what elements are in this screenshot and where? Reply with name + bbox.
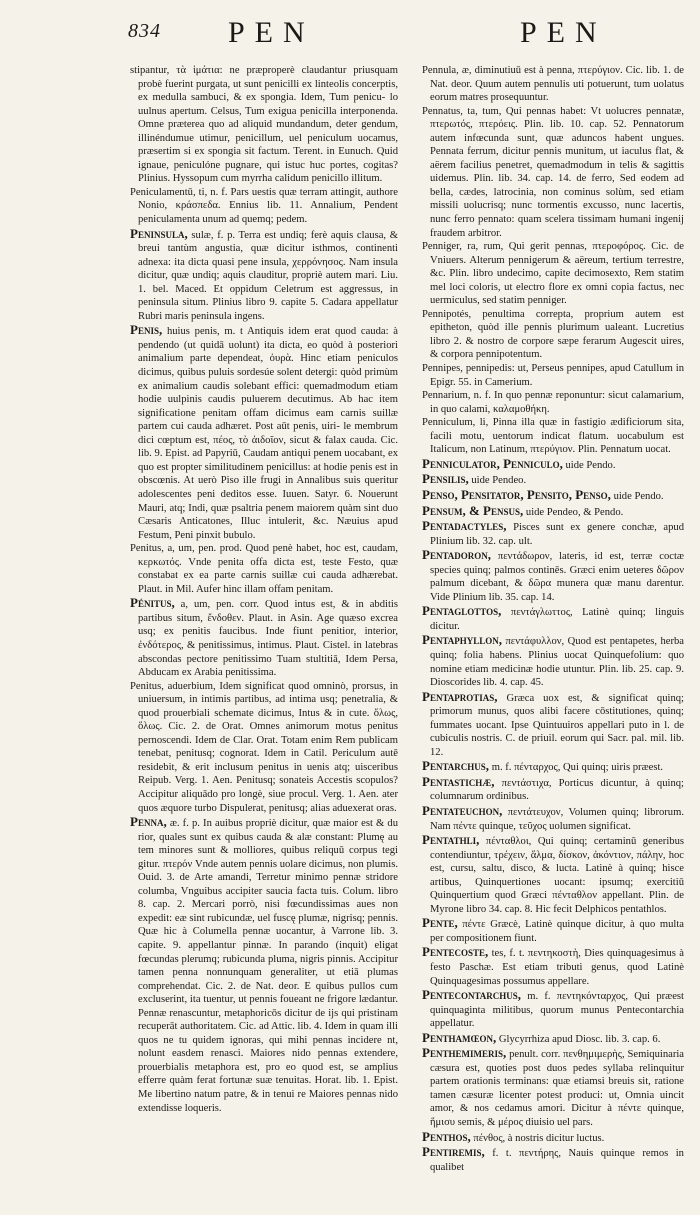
entry-text: Pennipes, pennipedis: ut, Perseus pennipes, apud Catullum in Epigr. 55. in Camerium. <box>422 363 684 388</box>
entry-text: sulæ, f. p. Terra est undiq; ferè aquis clausa, & breui tantùm angustia, quæ dicitur isthmos, continenti adnexa: ita dicta quasi pene insula, χερρόνησος. Nam insula dicitur, quæ undiq; aquis clauditur, propriè autem mari. Liu. 1. bel. Maced. Et oppidum Celetrum est aggressus, in peninsula situm. Plinius libro 9. capite 5. Cadara appellatur Rubri maris peninsula ingens. <box>138 229 398 322</box>
dictionary-entry <box>422 988 684 1031</box>
entry-text: Pennula, æ, diminutiuū est à penna, πτερύγιον. Cic. lib. 1. de Nat. deor. Quum autem pennulis uti potuerunt, tum uolatus eorum matres prosequuntur. <box>422 65 684 104</box>
entry-lemma: Peninsula, <box>130 225 188 241</box>
entry-text: πεντάγλωττος, Latinè quinq; linguis dicitur. <box>430 607 684 632</box>
entry-lemma: Pensum, & Pensus, <box>422 502 524 518</box>
dictionary-entry <box>422 759 684 775</box>
entry-lemma: Pentastichæ, <box>422 773 495 789</box>
dictionary-entry <box>422 389 684 416</box>
entry-lemma: Pentadactyles, <box>422 518 507 534</box>
entry-text: πεντάφυλλον, Quod est pentapetes, herba quinq; folia habens. Plinius uocat Quinquefolium: quo nomine etiam medicinæ hodie utuntur. Plin. lib. 25. cap. 9. Dioscorides lib. 4. cap. 45. <box>430 636 684 689</box>
entry-text: Pennipotés, penultima correpta, proprium autem est epitheton, quòd ille pennis plurimum ualeant. Lucretius libro 2. & nostro de corpore sæpe ferarum Augescit uires, & corpora pennipotentum. <box>422 308 684 361</box>
dictionary-entry <box>130 323 398 542</box>
dictionary-entry <box>422 945 684 988</box>
dictionary-entry <box>422 519 684 548</box>
entry-text: m. f. πένταρχος, Qui quinq; uiris præest. <box>491 762 664 774</box>
entry-lemma: Pentaprotias, <box>422 688 498 704</box>
entry-text: f. t. πεντήρης, Nauis quinque remos in qualibet <box>430 1148 684 1173</box>
entry-lemma: Pentaphyllon, <box>422 632 503 648</box>
entry-text: Penniculum, li, Pinna illa quæ in fastigio ædificiorum sita, facili motu, uentorum indicat flatum. uocabulum est Italicum, non Latinum, πτερύγιον. Plin. Pennatum uocat. <box>422 417 684 456</box>
entry-text: Peniculamentū, ti, n. f. Pars uestis quæ terram attingit, authore Nonio, κράσπεδα. Ennius lib. 11. Annalium, Pendent peniculamenta unum ad quemq; pedem. <box>130 186 398 226</box>
entry-lemma: Penso, Pensitator, Pensito, Penso, <box>422 486 611 502</box>
entry-text: stipantur, τὰ ἱμάτια: ne præproperè claudantur priusquam probè fuerint purgata, ut sunt penicilli ex linteolis concerptis, ex medulla sambuci, & ex spongia. Idem, Tum penicu- lo uulnus apertum. Celsus, Tum exigua penicilla interponenda. Omne præterea quo ad aliquid mundandum, deter gendum, illinéndumue utimur, penicillum, uel peniculum uocamus, præsertim si ex spongia sit factum. Terent. in Eunuch. Quid ignaue, peniculóne pugnare, qui istuc huc portes, cogitas? Plinius. Hyssopum cum myrrha calidum penicillo illitum. <box>130 65 398 185</box>
entry-text: πένθος, à nostris dicitur luctus. <box>473 1132 605 1144</box>
entry-lemma: Pentecontarchus, <box>422 987 522 1003</box>
entry-lemma: Pentaglottos, <box>422 603 502 619</box>
dictionary-entry <box>130 542 398 596</box>
entry-text: Glycyrrhiza apud Diosc. lib. 3. cap. 6. <box>498 1033 661 1045</box>
dictionary-entry <box>422 775 684 804</box>
dictionary-entry <box>422 105 684 240</box>
right-column <box>422 64 684 1204</box>
dictionary-entry <box>422 690 684 760</box>
dictionary-entry <box>422 804 684 833</box>
dictionary-entry <box>422 633 684 689</box>
entry-lemma: Pénitus, <box>130 595 175 611</box>
entry-lemma: Pensilis, <box>422 471 469 487</box>
entry-text: Pisces sunt ex genere conchæ, apud Plinium lib. 32. cap. ult. <box>430 522 684 547</box>
entry-lemma: Pentiremis, <box>422 1144 485 1160</box>
dictionary-entry <box>422 1145 684 1174</box>
dictionary-entry <box>130 815 398 1115</box>
dictionary-entry <box>422 833 684 916</box>
entry-text: uide Pendeo. <box>471 475 527 487</box>
entry-text: a, um, pen. corr. Quod intus est, & in abditis partibus situm, ἔνδοθεν. Plaut. in Asin. Age quæso excrea usq; ex penitis faucibus. Inde fiunt penitior, interior, ἐνδότερος, & penitissimus, intimus. Plaut. Cistel. in latebras abscondas pectore penitissimo Tuam stultitiā, Idem Persa, Abducam ex Arabia penitissima. <box>138 599 398 679</box>
entry-text: tes, f. t. πεντηκοστὴ, Dies quinquagesimus à festo Paschæ. Est etiam tributi genus, quod Latinè Quinquagesimas possumus appellare. <box>430 948 684 987</box>
entry-lemma: Penthemimeris, <box>422 1045 507 1061</box>
dictionary-entry <box>422 308 684 362</box>
dictionary-entry <box>422 604 684 633</box>
entry-lemma: Pentecoste, <box>422 944 489 960</box>
dictionary-entry <box>422 64 684 105</box>
entry-lemma: Penthamœon, <box>422 1029 497 1045</box>
dictionary-entry <box>422 1031 684 1047</box>
entry-text: uide Pendo. <box>613 490 664 502</box>
entry-lemma: Pentarchus, <box>422 758 490 774</box>
entry-text: Penitus, aduerbium, Idem significat quod omninò, prorsus, in uniuersum, in intimis partibus, ad intima usq; penetralia, & quod prouerbiali schemate dicimus, Intus & in cute. ὅλως, ὅλως. Cic. 2. de Orat. Omnes animorum motus penitus pernoscendi. Idem de Clar. Orat. Totam enim Rem publicam tenebat, penitusq; cognorat. Idem in Catil. Periculum autē residebit, & erit inclusum penitus in uenis atq; uisceribus Reipub. Verg. 1. Aen. Penitusq; sonateis Accestis scopulos? Accipitur aliquādo pro longè, siue procul. Verg. 1. Aen. ater quos æquore turbo Dispulerat, penitusq; alias aduexerat oras. <box>130 680 398 814</box>
entry-lemma: Pentathli, <box>422 832 480 848</box>
dictionary-entry <box>422 488 684 504</box>
entry-text: æ. f. p. In auibus propriè dicitur, quæ maior est & du rior, quales sunt ex quibus cauda & alæ constant: Plumę au tem minores sunt & molliores, quibus reliquū corpus tegi gitur. πτερόν Vnde autem pennis uolare dicimus, non plumis. Ouid. 3. de Arte amandi, Terretur minimo pennæ stridore columba, Vnguibus accipiter saucia facta tuis. Colum. libro 8. cap. 2. Mercari porrò, nisi fœcundissimas aues non expedit: eæ sint rubicundæ, uel fuscę plumæ, nigrisq; pennis. Quæ hic à Columella pennæ uocantur, à Varrone lib. 3. capite. 9. appellantur pinnæ. In parando (inquit) eligat fœcundas plerumq; rubicunda pluma, nigris pinnis. Accipitur tamen penna nonnunquam generaliter, ut etiā plumas comprehendat. Cic. 2. de Nat. deor. E quibus pullos cum excluserint, ita tuentur, ut pennis foueant ne frigore lædantur. Pennæ renascuntur, metaphoricōs dicitur de ijs qui pristinam recuperāt authoritatem. Cic. ad Attic. lib. 4. Idem in quam illi quos ne tu quidem ignoras, qui mihi pennas incidere nt, nolunt easdem renasci. Maiores nido pennas extendere, prouerbialis metaphora est, pro eo quod est, se amplius efferre quàm ferat fortunæ suæ tenuitas. Horat. lib. 1. Epist. Me libertino natum patre, & in tenui re Maiores pennas nido extendisse loqueris. <box>138 818 398 1114</box>
entry-text: πέντε Græcè, Latinè quinque dicitur, à quo multa per compositionem fiunt. <box>430 919 684 944</box>
entry-lemma: Pente, <box>422 915 458 931</box>
dictionary-entry <box>422 457 684 473</box>
dictionary-entry <box>422 362 684 389</box>
dictionary-entry <box>422 548 684 604</box>
running-head-right: PEN <box>520 16 607 49</box>
dictionary-entry <box>422 240 684 308</box>
column-gutter <box>405 64 415 1204</box>
running-head-left: PEN <box>228 16 315 49</box>
entry-text: Græca uox est, & significat quinq; primorum munus, quos alibi facere cōstitutiones, quinq; fummates uocant. Ipse Quintuuiros appellari puto in l. de cubiculis nostris. C. de priuil. eorum qui Sacr. pal. mil. lib. 12. <box>430 692 684 758</box>
dictionary-entry <box>422 416 684 457</box>
entry-text: πεντάδωρον, lateris, id est, terræ coctæ species quinq; palmos continēs. Græci enim ueteres δῶρον palmum dicebant, & δῶρα munera quæ manu darentur. Vide Plinium lib. 35. cap. 14. <box>430 551 684 603</box>
dictionary-entry <box>422 1046 684 1129</box>
entry-text: penult. corr. πενθημιμερὴς, Semiquinaria cæsura est, quoties post duos pedes syllaba relinquitur partem orationis terminans: quæ etiamsi breuis sit, ratione tamen cæsuræ licenter potest produci: ut, Omnia uincit amor, & nos cedamus amori. Dicitur à πέντε quinque, ἥμισυ semis, & μέρος diuisio uel pars. <box>430 1049 684 1129</box>
entry-text: huius penis, m. t Antiquis idem erat quod cauda: à pendendo (ut quidā uolunt) ita dicta, eo quòd à posteriori animalium parte dependeat, ὀυρὰ. Hinc etiam peniculos dicimus, quibus puluis sordesúe solent detergi: quòd primùm ex animalium caudis solebant effici: quemadmodum etiam hodie uulpinis caudis puluerem decutimus. Ab hac item significatione penitam offam dicimus eam carnis suillæ partem cui cauda adhæret. Post aūt penis, uiri- le membrum dici cœptum est, πέος, τὸ ἀιδοῖον, sicut & falax cauda. Cic. lib. 9. Epist. ad Papyriū, Caudam antiqui penem uocabant, ex quo est propter similitudinem penicillus: at hodie penis est in obscœnis. At uerò Piso ille frugi in Annalibus suis queritur adolescentes peni deditos esse. Iuuen. Satyr. 6. Nouerunt Mauri, atq; Indi, quæ psaltria penem maiorem quàm sint duo Cæsaris Anticatones, Illuc intulerit, &c. Næuius apud Festum, Peni pinxit bubulo. <box>138 326 398 541</box>
entry-text: πεντάστιχα, Porticus dicuntur, à quinq; columnarum ordinibus. <box>430 777 684 803</box>
page-number: 834 <box>128 20 161 42</box>
entry-text: πεντάτευχον, Volumen quinq; librorum. Nam πέντε quinque, τεῦχος uolumen significat. <box>430 806 684 832</box>
entry-text: Pennatus, ta, tum, Qui pennas habet: Vt uolucres pennatæ, πτερωτός, πτερόεις. Plin. lib. 10. cap. 52. Pennatorum autem infœcunda sunt, quæ aduncos habent ungues. Pennata ferrum, dicitur pennis munitum, ut iaculus flat, & aërem facilius penetret, quemadmodum in telis & sagittis uidemus. Plin. lib. 34. cap. 14. de ferro, Sed eodem ad bella, cædes, latrocinia, non cominus solùm, sed etiam missili uolucrisq; nunc tormentis excusso, nunc lacertis, nunc ferro pennato: quam scelera tissimam humani ingenij fraudem arbitror. <box>422 105 684 239</box>
entry-lemma: Penis, <box>130 322 163 338</box>
entry-text: Penniger, ra, rum, Qui gerit pennas, πτεροφόρος. Cic. de Vniuers. Alterum pennigerum & aëreum, tertium terrestre, &c. Plin. libro undecimo, capite decimosexto, Rem statim mel loci coloris, ut electro flore ex omni copia factus, nec uermiculus, sed statim penniger. <box>422 241 684 307</box>
entry-text: m. f. πεντηκόνταρχος, Qui præest quinquaginta militibus, quorum munus Pentecontarchia appellatur. <box>430 991 684 1030</box>
page-header <box>0 16 700 56</box>
dictionary-entry <box>130 227 398 324</box>
dictionary-entry <box>130 186 398 227</box>
dictionary-entry <box>422 916 684 945</box>
dictionary-entry <box>130 680 398 815</box>
dictionary-entry <box>422 1130 684 1146</box>
dictionary-entry <box>422 504 684 520</box>
entry-text: uide Pendeo, & Pendo. <box>525 506 624 518</box>
dictionary-entry <box>422 472 684 488</box>
dictionary-entry <box>130 64 398 186</box>
entry-text: Penitus, a, um, pen. prod. Quod penè habet, hoc est, caudam, κερκωτός. Vnde penita offa dicta est, teste Festo, quæ constabat ex ea parte carnis suillæ cui cauda adhærebat. Plaut. in Mil. Aufer hinc illam offam penitam. <box>130 543 398 595</box>
entry-text: πένταθλοι, Qui quinq; certaminū generibus contendiuntur, τρέχειν, ἅλμα, δίσκον, ἀκόντιον, πάλην, hoc est, cursu, saltu, disco, & lucta. Latinè à quinq; hisce artibus, Quinquertiones uocant: ipsumq; exercitiū Quinquertium quod Græci πένταθλον appellant. Plin. de Myrone libro 34. cap. 8. Hic fecit Delphicos pentathlos. <box>430 836 684 915</box>
entry-lemma: Penthos, <box>422 1128 471 1144</box>
dictionary-entry <box>130 596 398 679</box>
left-column <box>130 64 398 1204</box>
entry-text: Pennarium, n. f. In quo pennæ reponuntur: sicut calamarium, in quo calami, καλαμοθήκη. <box>422 390 684 415</box>
entry-text: uide Pendo. <box>565 459 616 471</box>
entry-lemma: Pentadoron, <box>422 547 492 563</box>
entry-lemma: Penniculator, Penniculo, <box>422 455 563 471</box>
entry-lemma: Penna, <box>130 814 167 830</box>
entry-lemma: Pentateuchon, <box>422 802 503 818</box>
